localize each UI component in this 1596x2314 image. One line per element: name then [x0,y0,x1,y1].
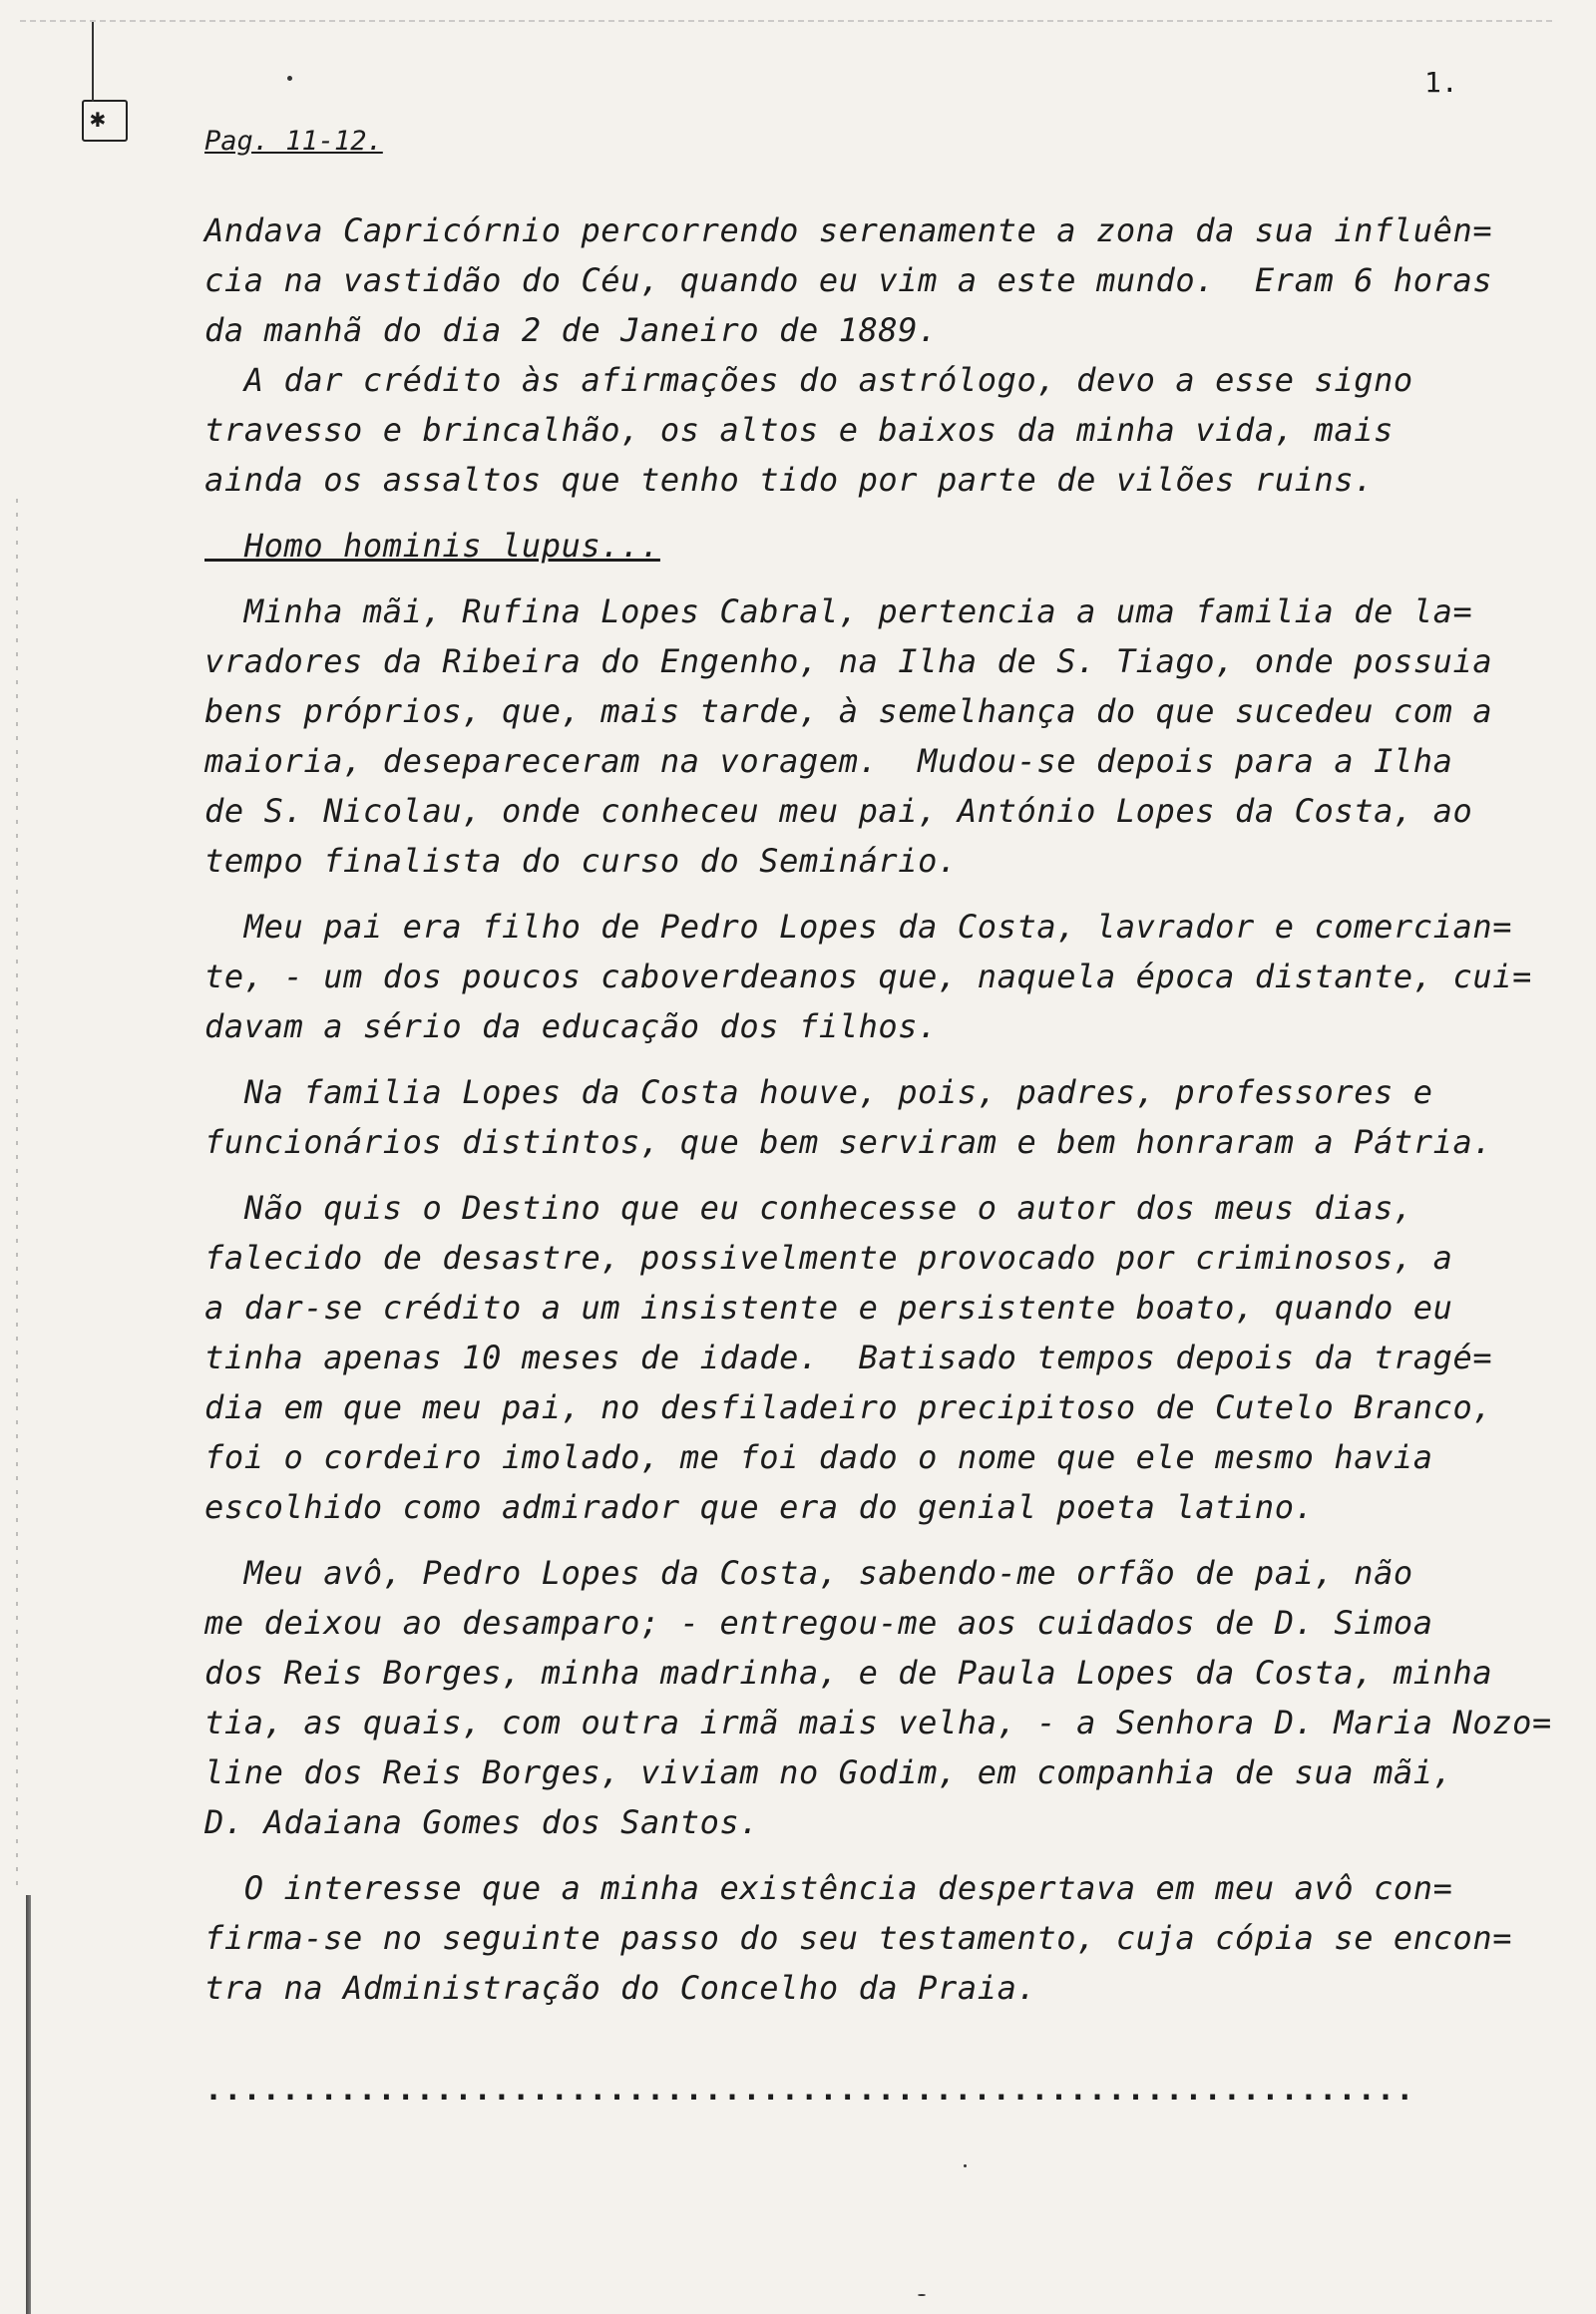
text-line: Minha mãi, Rufina Lopes Cabral, pertencia a uma familia de la= [204,592,1473,630]
text-line: firma-se no seguinte passo do seu testamento, cuja cópia se encon= [204,1919,1513,1957]
corner-stamp [82,100,128,142]
text-line: line dos Reis Borges, viviam no Godim, em companhia de sua mãi, [204,1753,1453,1791]
text-line: foi o cordeiro imolado, me foi dado o nome que ele mesmo havia [204,1438,1433,1476]
corner-stamp-glyph: ✱ [90,104,106,134]
paragraph [204,1863,1541,2013]
binding-edge [26,1895,31,2314]
text-line: Meu avô, Pedro Lopes da Costa, sabendo-me orfão de pai, não [204,1554,1413,1592]
page-reference: Pag. 11-12. [204,126,383,157]
text-line: D. Adaiana Gomes dos Santos. [204,1803,760,1841]
text-line: de S. Nicolau, onde conheceu meu pai, António Lopes da Costa, ao [204,792,1473,830]
paragraph [204,1183,1541,1532]
text-line: falecido de desastre, possivelmente provocado por criminosos, a [204,1239,1453,1277]
page-number: 1. [1424,66,1458,99]
text-line: Homo hominis lupus... [204,527,660,565]
text-line: a dar-se crédito a um insistente e persistente boato, quando eu [204,1289,1453,1327]
text-line: ainda os assaltos que tenho tido por parte de vilões ruins. [204,461,1375,499]
paragraph [204,586,1541,886]
stray-ink-dot [287,76,292,81]
text-line: Andava Capricórnio percorrendo serenamente a zona da sua influên= [204,211,1493,249]
left-margin-perforation [16,499,18,1895]
text-line: cia na vastidão do Céu, quando eu vim a este mundo. Eram 6 horas [204,261,1493,299]
text-line: A dar crédito às afirmações do astrólogo, devo a esse signo [204,361,1413,399]
body-text [204,205,1552,2013]
text-line: bens próprios, que, mais tarde, à semelhança do que sucedeu com a [204,692,1493,730]
text-line: Na familia Lopes da Costa houve, pois, padres, professores e [204,1073,1433,1111]
stray-ink-dot [964,2164,967,2167]
text-line: me deixou ao desamparo; - entregou-me aos cuidados de D. Simoa [204,1604,1433,1642]
text-line: funcionários distintos, que bem serviram e bem honraram a Pátria. [204,1123,1493,1161]
stray-ink-mark [918,2294,926,2296]
text-line: dos Reis Borges, minha madrinha, e de Paula Lopes da Costa, minha [204,1654,1493,1692]
paragraph-latin-quote [204,521,1541,571]
text-line: Meu pai era filho de Pedro Lopes da Costa, lavrador e comercian= [204,908,1513,946]
text-line: dia em que meu pai, no desfiladeiro precipitoso de Cutelo Branco, [204,1388,1493,1426]
ellipsis-dotted-line: ............................................................... [204,2073,1415,2108]
paragraph [204,1067,1541,1167]
text-line: escolhido como admirador que era do genial poeta latino. [204,1488,1315,1526]
paragraph [204,1548,1552,1847]
text-line: tra na Administração do Concelho da Praia. [204,1969,1037,2007]
text-line: Não quis o Destino que eu conhecesse o autor dos meus dias, [204,1189,1413,1227]
text-line: te, - um dos poucos caboverdeanos que, naquela época distante, cui= [204,958,1532,995]
paragraph [204,355,1541,505]
top-edge-rule [20,20,1556,22]
text-line: tia, as quais, com outra irmã mais velha, - a Senhora D. Maria Nozo= [204,1704,1552,1741]
text-line: davam a sério da educação dos filhos. [204,1007,939,1045]
text-line: tempo finalista do curso do Seminário. [204,842,958,880]
text-line: O interesse que a minha existência despertava em meu avô con= [204,1869,1453,1907]
paragraph [204,205,1541,355]
text-line: da manhã do dia 2 de Janeiro de 1889. [204,311,939,349]
text-line: vradores da Ribeira do Engenho, na Ilha de S. Tiago, onde possuia [204,642,1493,680]
text-line: travesso e brincalhão, os altos e baixos da minha vida, mais [204,411,1394,449]
text-line: tinha apenas 10 meses de idade. Batisado tempos depois da tragé= [204,1339,1493,1376]
paragraph [204,902,1541,1051]
text-line: maioria, desepareceram na voragem. Mudou-se depois para a Ilha [204,742,1453,780]
